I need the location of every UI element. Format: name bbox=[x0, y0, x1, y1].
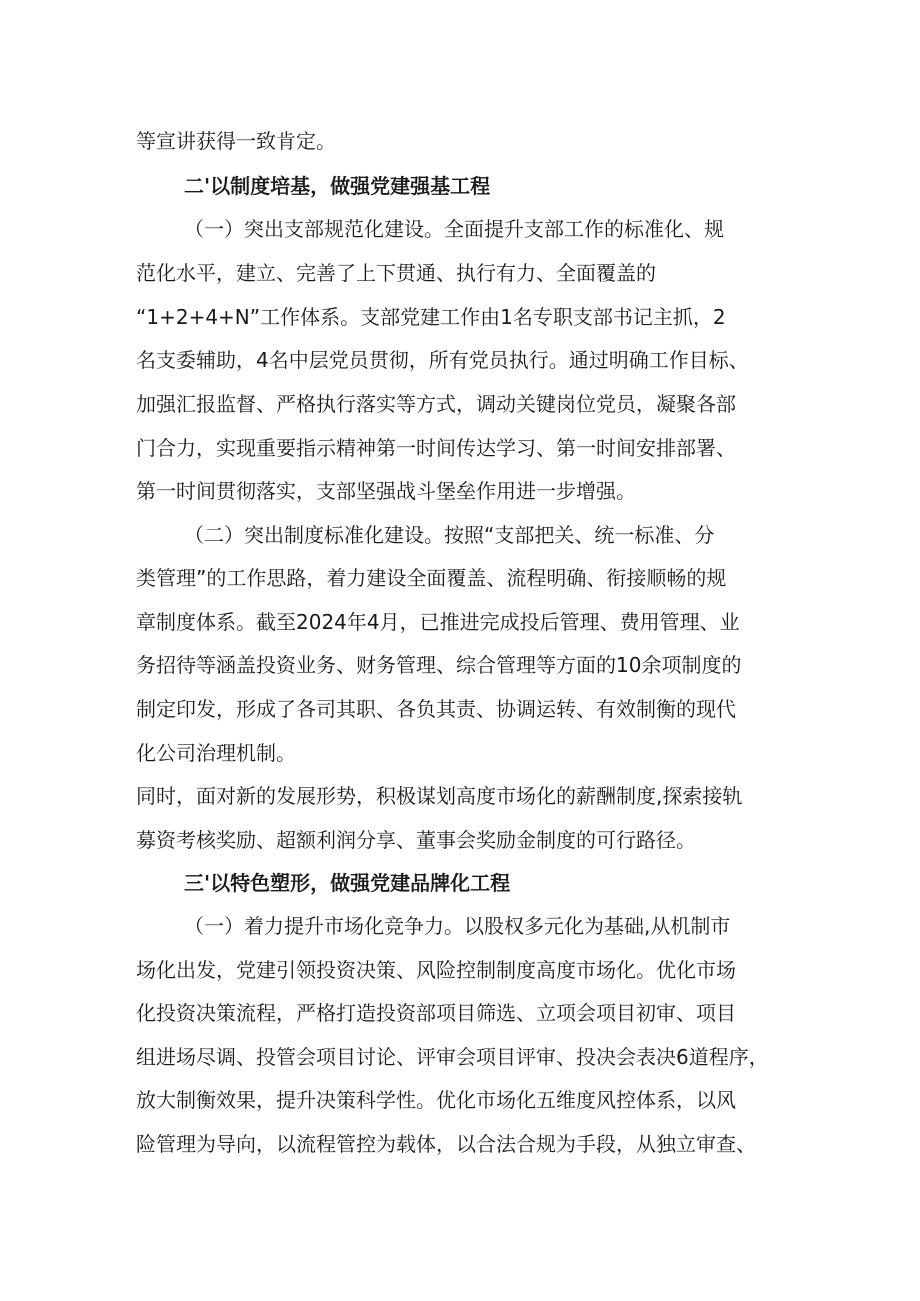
paragraph-line: 制定印发，形成了各司其职、各负其责、协调运转、有效制衡的现代 bbox=[136, 697, 736, 721]
paragraph-line: 险管理为导向，以流程管控为载体，以合法合规为手段，从独立审查、 bbox=[136, 1132, 756, 1156]
paragraph-line: 范化水平，建立、完善了上下贯通、执行有力、全面覆盖的 bbox=[136, 261, 656, 285]
paragraph-line: 类管理”的工作思路，着力建设全面覆盖、流程明确、衔接顺畅的规 bbox=[136, 566, 727, 590]
paragraph-line: 名支委辅助，4名中层党员贯彻，所有党员执行。通过明确工作目标、 bbox=[136, 348, 749, 372]
paragraph-line: 章制度体系。截至2024年4月，已推进完成投后管理、费用管理、业 bbox=[136, 610, 740, 634]
paragraph-line: （一）突出支部规范化建设。全面提升支部工作的标准化、规 bbox=[184, 217, 724, 241]
paragraph-line: 第一时间贯彻落实，支部坚强战斗堡垒作用进一步增强。 bbox=[136, 479, 636, 503]
paragraph-line: （一）着力提升市场化竞争力。以股权多元化为基础,从机制市 bbox=[184, 914, 731, 938]
section-heading: 三'以特色塑形，做强党建品牌化工程 bbox=[184, 871, 511, 895]
paragraph-line: 等宣讲获得一致肯定。 bbox=[136, 129, 336, 153]
paragraph-line: 化公司治理机制。 bbox=[136, 741, 296, 765]
paragraph-line: 组进场尽调、投管会项目讨论、评审会项目评审、投决会表决6道程序， bbox=[136, 1045, 769, 1069]
paragraph-line: 门合力，实现重要指示精神第一时间传达学习、第一时间安排部署、 bbox=[136, 436, 736, 460]
section-heading: 二'以制度培基，做强党建强基工程 bbox=[184, 174, 491, 198]
paragraph-line: 放大制衡效果，提升决策科学性。优化市场化五维度风控体系，以风 bbox=[136, 1088, 736, 1112]
paragraph-line: 同时，面对新的发展形势，积极谋划高度市场化的薪酬制度,探索接轨 bbox=[136, 784, 743, 808]
paragraph-line: 务招待等涵盖投资业务、财务管理、综合管理等方面的10余项制度的 bbox=[136, 653, 742, 677]
paragraph-line: 化投资决策流程，严格打造投资部项目筛选、立项会项目初审、项目 bbox=[136, 1001, 736, 1025]
paragraph-line: 场化出发，党建引领投资决策、风险控制制度高度市场化。优化市场 bbox=[136, 958, 736, 982]
paragraph-line: “1+2+4+N”工作体系。支部党建工作由1名专职支部书记主抓，2 bbox=[136, 305, 726, 329]
paragraph-line: （二）突出制度标准化建设。按照“支部把关、统一标准、分 bbox=[184, 523, 715, 547]
paragraph-line: 募资考核奖励、超额利润分享、董事会奖励金制度的可行路径。 bbox=[136, 828, 696, 852]
paragraph-line: 加强汇报监督、严格执行落实等方式，调动关键岗位党员，凝聚各部 bbox=[136, 392, 736, 416]
